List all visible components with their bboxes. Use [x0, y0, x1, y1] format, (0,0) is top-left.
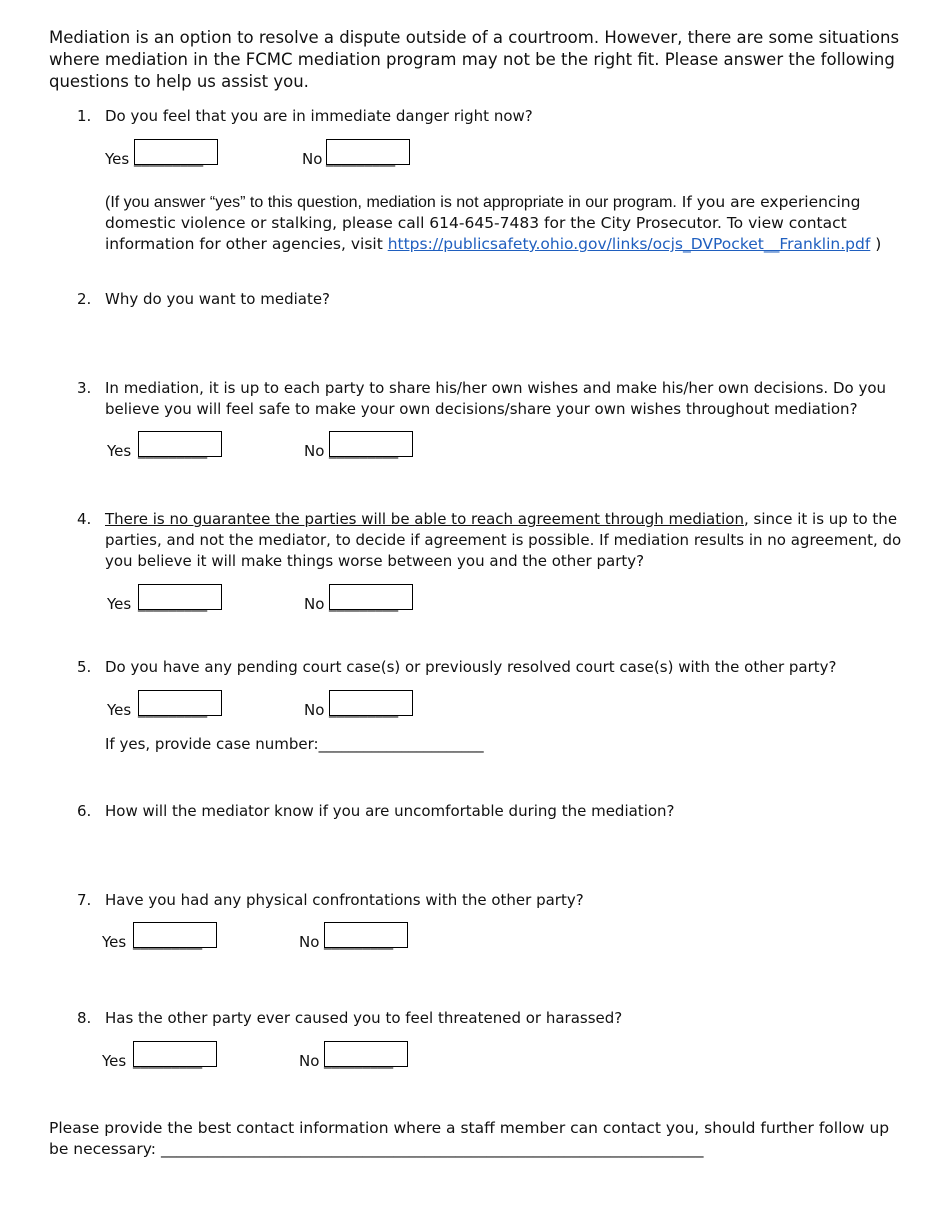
- q7-yes-label: Yes: [102, 933, 127, 951]
- contact-info-field[interactable]: ______________________________________________________________________: [160, 1140, 704, 1158]
- question-number: 3.: [77, 379, 92, 397]
- q8-yes-label: Yes: [102, 1052, 127, 1070]
- question-text: How will the mediator know if you are uncomfortable during the mediation?: [105, 802, 675, 820]
- intro-paragraph: Mediation is an option to resolve a dispute outside of a courtroom. However, there are some situations where mediation in the FCMC mediation program may not be the right fit. Please answer the following questions to help us assist you.: [49, 28, 900, 91]
- question-6: [77, 801, 917, 823]
- q1-yes-checkbox[interactable]: [134, 139, 218, 165]
- contact-info-prompt: [49, 1118, 909, 1160]
- question-2: [77, 289, 917, 311]
- question-5: [77, 657, 917, 679]
- q7-yes-checkbox[interactable]: [133, 922, 217, 948]
- question-1: [77, 106, 917, 128]
- question-number: 2.: [77, 290, 92, 308]
- question-number: 1.: [77, 107, 92, 125]
- question-text: Why do you want to mediate?: [105, 290, 331, 308]
- question-number: 6.: [77, 802, 92, 820]
- question-text: Has the other party ever caused you to feel threatened or harassed?: [105, 1009, 623, 1027]
- case-number-line: [105, 734, 484, 754]
- case-number-field[interactable]: ______________________: [318, 735, 484, 753]
- question-text: Do you feel that you are in immediate danger right now?: [105, 107, 533, 125]
- note-close: ): [870, 235, 882, 253]
- question-7: [77, 890, 917, 912]
- question-4: [77, 509, 917, 573]
- danger-note: [105, 192, 920, 255]
- contact-info-text: Please provide the best contact information where a staff member can contact you, should further follow up be necessary:: [49, 1119, 890, 1158]
- agencies-link[interactable]: https://publicsafety.ohio.gov/links/ocjs_DVPocket__Franklin.pdf: [387, 235, 871, 253]
- q3-no-checkbox[interactable]: [329, 431, 413, 457]
- question-number: 5.: [77, 658, 92, 676]
- q4-yes-label: Yes: [107, 595, 132, 613]
- q3-yes-checkbox[interactable]: [138, 431, 222, 457]
- q5-no-checkbox[interactable]: [329, 690, 413, 716]
- q1-yes-label: Yes: [105, 150, 130, 168]
- question-number: 8.: [77, 1009, 92, 1027]
- q8-yes-checkbox[interactable]: [133, 1041, 217, 1067]
- q3-no-label: No: [304, 442, 325, 460]
- note-part1: (If you answer “yes” to this question, mediation is not appropriate in our program.: [105, 194, 677, 211]
- note-part2: If you are experiencing domestic violence or stalking, please call 614-645-7483 for the City Prosecutor. To view contact information for other agencies, visit: [105, 193, 861, 253]
- question-text-rest: , since it is up to the parties, and not the mediator, to decide if agreement is possible. If mediation results in no agreement, do you believe it will make things worse between you and the other party?: [105, 510, 902, 570]
- q1-no-label: No: [302, 150, 323, 168]
- q4-yes-checkbox[interactable]: [138, 584, 222, 610]
- question-text: [105, 509, 905, 572]
- question-8: [77, 1008, 917, 1030]
- question-number: 4.: [77, 510, 92, 528]
- case-number-label: If yes, provide case number:: [105, 735, 319, 753]
- question-text: Do you have any pending court case(s) or previously resolved court case(s) with the other party?: [105, 658, 837, 676]
- q5-yes-checkbox[interactable]: [138, 690, 222, 716]
- q4-no-label: No: [304, 595, 325, 613]
- q8-no-label: No: [299, 1052, 320, 1070]
- no-guarantee-underlined: There is no guarantee the parties will be able to reach agreement through mediation: [105, 510, 744, 528]
- question-3: [77, 378, 917, 422]
- q3-yes-label: Yes: [107, 442, 132, 460]
- question-text: In mediation, it is up to each party to share his/her own wishes and make his/her own decisions. Do you believe you will feel safe to make your own decisions/share your own wishes throughout mediation?: [105, 379, 887, 418]
- q5-yes-label: Yes: [107, 701, 132, 719]
- q7-no-label: No: [299, 933, 320, 951]
- q1-no-checkbox[interactable]: [326, 139, 410, 165]
- q7-no-checkbox[interactable]: [324, 922, 408, 948]
- question-text: Have you had any physical confrontations with the other party?: [105, 891, 584, 909]
- q8-no-checkbox[interactable]: [324, 1041, 408, 1067]
- q4-no-checkbox[interactable]: [329, 584, 413, 610]
- question-number: 7.: [77, 891, 92, 909]
- q5-no-label: No: [304, 701, 325, 719]
